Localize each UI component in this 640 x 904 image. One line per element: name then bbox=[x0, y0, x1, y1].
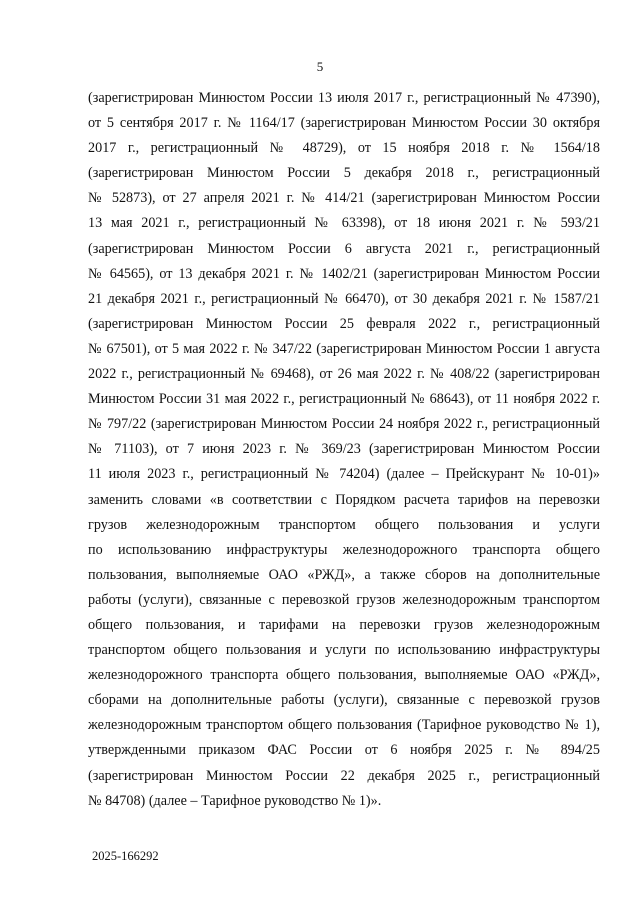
text-line: № 797/22 (зарегистрирован Минюстом России 24 ноября 2022 г., регистрационный bbox=[88, 416, 600, 433]
text-line: железнодорожным транспортом общего пользования (Тарифное руководство № 1), bbox=[88, 717, 600, 734]
text-line: (зарегистрирован Минюстом России 22 декабря 2025 г., регистрационный bbox=[88, 767, 600, 784]
text-line: 21 декабря 2021 г., регистрационный № 66470), от 30 декабря 2021 г. № 1587/21 bbox=[88, 290, 600, 307]
page-number: 5 bbox=[316, 59, 324, 74]
text-line: 13 мая 2021 г., регистрационный № 63398), от 18 июня 2021 г. № 593/21 bbox=[88, 215, 600, 232]
text-line: № 84708) (далее – Тарифное руководство № 1)». bbox=[88, 792, 382, 809]
text-line: утвержденными приказом ФАС России от 6 ноября 2025 г. № 894/25 bbox=[88, 742, 600, 759]
text-line: сборами на дополнительные работы (услуги), связанные с перевозкой грузов bbox=[88, 692, 600, 709]
text-line: грузов железнодорожным транспортом общего пользования и услуги bbox=[88, 516, 600, 533]
text-line: Минюстом России 31 мая 2022 г., регистрационный № 68643), от 11 ноября 2022 г. bbox=[88, 391, 600, 408]
text-line: 2017 г., регистрационный № 48729), от 15 ноября 2018 г. № 1564/18 bbox=[88, 140, 600, 157]
text-line: по использованию инфраструктуры железнодорожного транспорта общего bbox=[88, 541, 600, 558]
text-line: заменить словами «в соответствии с Порядком расчета тарифов на перевозки bbox=[88, 491, 600, 508]
text-line: № 64565), от 13 декабря 2021 г. № 1402/21 (зарегистрирован Минюстом России bbox=[88, 265, 600, 282]
text-line: железнодорожного транспорта общего пользования, выполняемые ОАО «РЖД», bbox=[88, 667, 600, 684]
text-line: № 67501), от 5 мая 2022 г. № 347/22 (зарегистрирован Минюстом России 1 августа bbox=[88, 340, 600, 357]
text-line: 11 июля 2023 г., регистрационный № 74204) (далее – Прейскурант № 10-01)» bbox=[88, 466, 600, 483]
text-line: (зарегистрирован Минюстом России 13 июля 2017 г., регистрационный № 47390), bbox=[88, 90, 600, 106]
text-line: транспортом общего пользования и услуги по использованию инфраструктуры bbox=[88, 642, 600, 659]
text-line: (зарегистрирован Минюстом России 25 февраля 2022 г., регистрационный bbox=[88, 315, 600, 332]
text-line: пользования, выполняемые ОАО «РЖД», а также сборов на дополнительные bbox=[88, 566, 600, 583]
text-line: № 71103), от 7 июня 2023 г. № 369/23 (зарегистрирован Минюстом России bbox=[88, 441, 600, 458]
text-line: работы (услуги), связанные с перевозкой грузов железнодорожным транспортом bbox=[88, 591, 600, 608]
body-text bbox=[88, 86, 600, 814]
text-line: № 52873), от 27 апреля 2021 г. № 414/21 (зарегистрирован Минюстом России bbox=[88, 190, 600, 207]
document-number: 2025-166292 bbox=[92, 849, 159, 863]
text-line: от 5 сентября 2017 г. № 1164/17 (зарегистрирован Минюстом России 30 октября bbox=[88, 115, 600, 132]
text-line: (зарегистрирован Минюстом России 6 августа 2021 г., регистрационный bbox=[88, 240, 600, 257]
text-line: общего пользования, и тарифами на перевозки грузов железнодорожным bbox=[88, 616, 600, 633]
text-line: 2022 г., регистрационный № 69468), от 26 мая 2022 г. № 408/22 (зарегистрирован bbox=[88, 366, 600, 383]
text-line: (зарегистрирован Минюстом России 5 декабря 2018 г., регистрационный bbox=[88, 165, 600, 182]
